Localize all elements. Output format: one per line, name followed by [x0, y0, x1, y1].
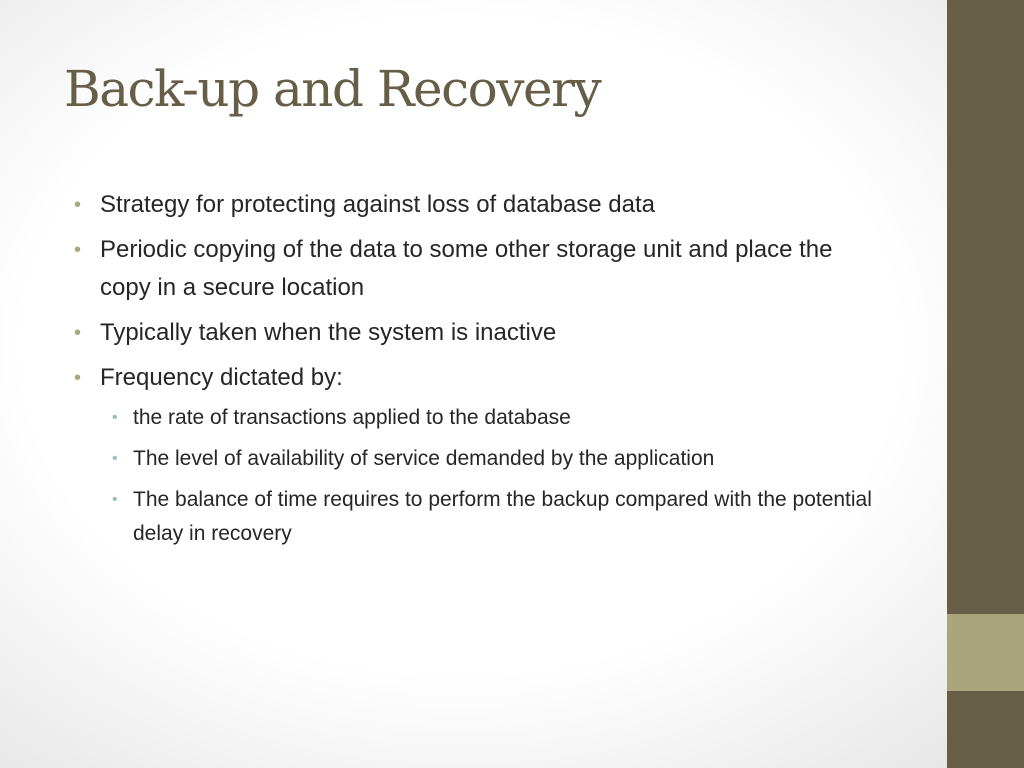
bullet-icon: •	[74, 194, 82, 216]
bullet-list	[72, 186, 872, 551]
sub-bullet-list	[100, 401, 872, 551]
side-bar-accent	[947, 614, 1024, 691]
bullet-item	[72, 231, 872, 307]
sub-bullet-item	[100, 442, 872, 476]
bullet-item	[72, 359, 872, 551]
sub-bullet-icon: •	[112, 450, 118, 467]
sub-bullet-item	[100, 401, 872, 435]
slide-title: Back-up and Recovery	[64, 60, 601, 118]
bullet-item	[72, 314, 872, 352]
sub-bullet-text: The balance of time requires to perform the backup compared with the potential delay in recovery	[133, 488, 872, 545]
bullet-icon: •	[74, 239, 82, 261]
bullet-icon: •	[74, 367, 82, 389]
bullet-item	[72, 186, 872, 224]
slide-content	[72, 186, 872, 558]
sub-bullet-icon: •	[112, 491, 118, 508]
sub-bullet-text: The level of availability of service demanded by the application	[133, 447, 715, 470]
sub-bullet-icon: •	[112, 409, 118, 426]
bullet-icon: •	[74, 322, 82, 344]
bullet-text: Frequency dictated by:	[100, 364, 343, 391]
sub-bullet-item	[100, 483, 872, 551]
sub-bullet-text: the rate of transactions applied to the database	[133, 406, 571, 429]
bullet-text: Typically taken when the system is inactive	[100, 319, 557, 346]
bullet-text: Strategy for protecting against loss of database data	[100, 191, 656, 218]
bullet-text: Periodic copying of the data to some other storage unit and place the copy in a secure location	[100, 236, 833, 301]
